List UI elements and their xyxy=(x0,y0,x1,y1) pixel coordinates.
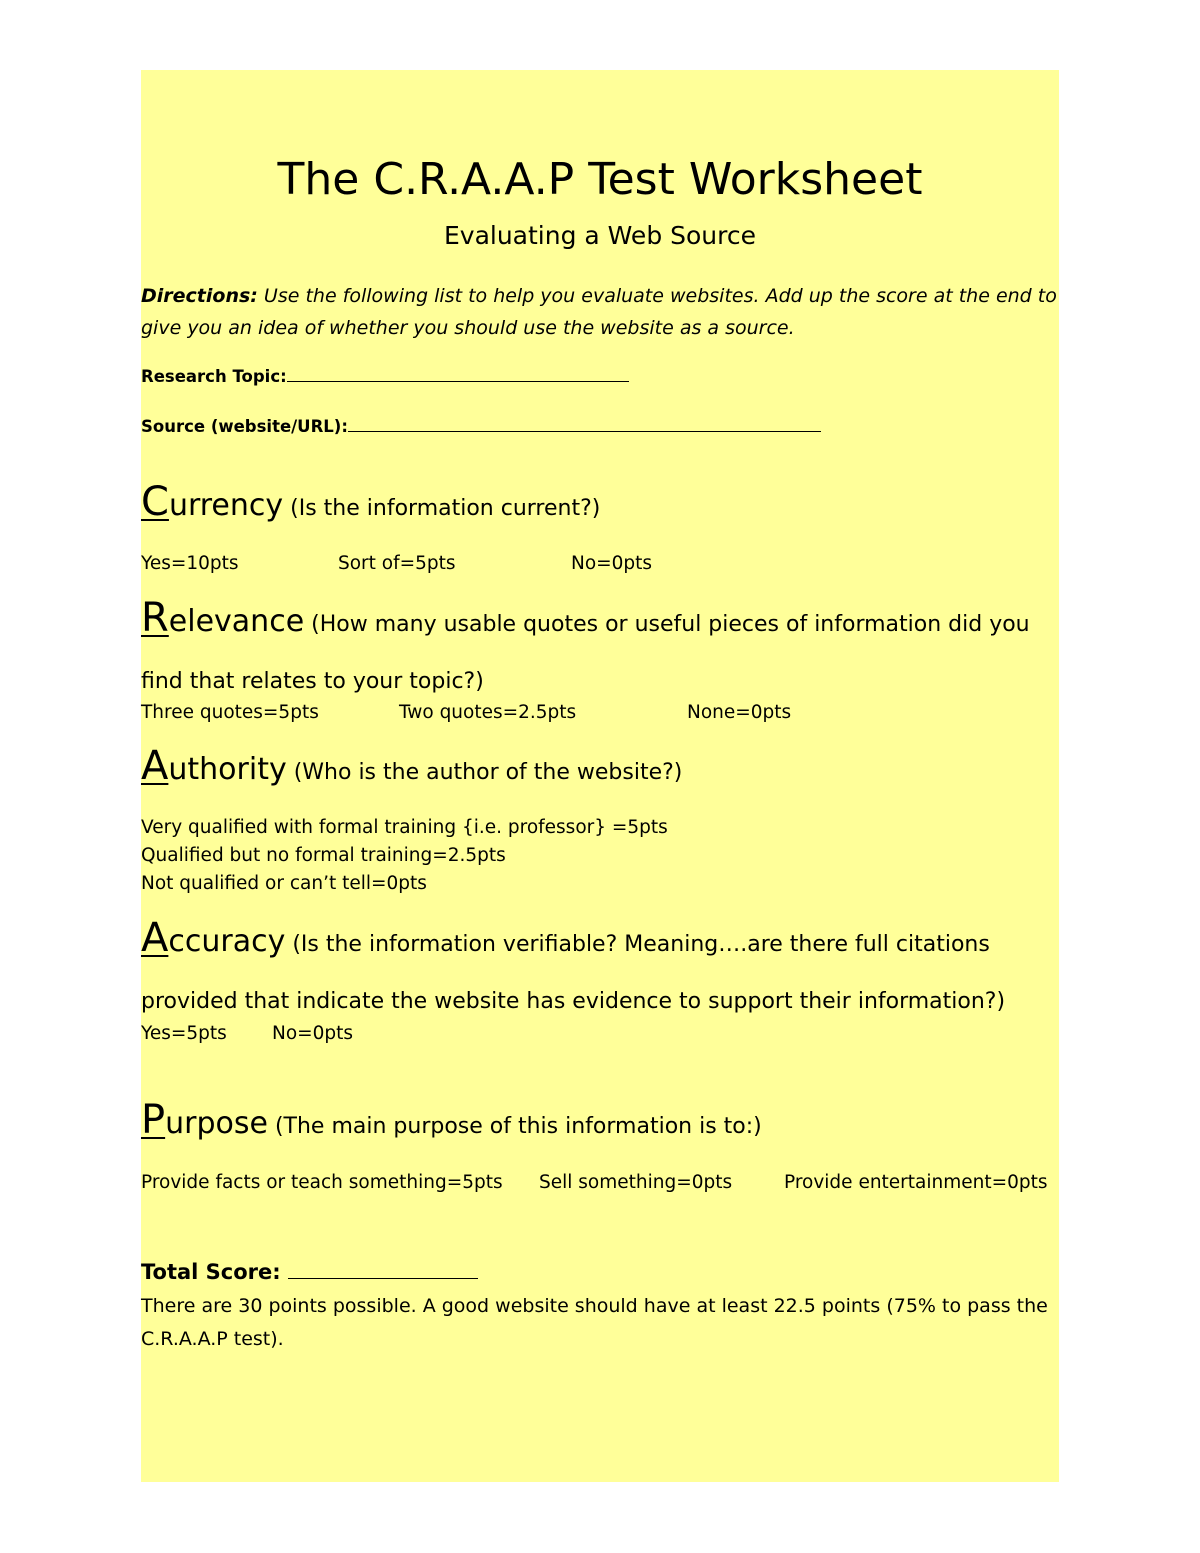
page-title: The C.R.A.A.P Test Worksheet xyxy=(277,154,923,205)
authority-option: Very qualified with formal training {i.e. professor} =5pts xyxy=(141,817,668,838)
purpose-option: Provide entertainment=0pts xyxy=(784,1172,1048,1193)
page-subtitle: Evaluating a Web Source xyxy=(443,221,756,250)
authority-letter: A xyxy=(141,743,169,789)
purpose-word: urpose xyxy=(165,1106,268,1141)
directions-text: Use the following list to help you evaluate websites. Add up the score at the end to give you an idea of whether you should use the website as a source. xyxy=(141,285,1057,339)
accuracy-letter: A xyxy=(141,915,169,961)
purpose-letter: P xyxy=(141,1097,166,1143)
directions xyxy=(141,280,1059,344)
currency-heading xyxy=(141,479,601,529)
accuracy-word: ccuracy xyxy=(168,924,286,959)
total-score-field xyxy=(141,1259,478,1285)
source-field xyxy=(141,416,821,438)
relevance-word: elevance xyxy=(168,604,305,639)
currency-option: Sort of=5pts xyxy=(338,553,456,574)
total-score-blank[interactable] xyxy=(288,1262,478,1279)
authority-heading xyxy=(141,743,683,793)
relevance-option: Two quotes=2.5pts xyxy=(399,702,577,723)
authority-word: uthority xyxy=(168,752,287,787)
relevance-question: (How many usable quotes or useful pieces of information did you xyxy=(304,612,1030,637)
purpose-option: Provide facts or teach something=5pts xyxy=(141,1172,503,1193)
currency-question: (Is the information current?) xyxy=(283,496,601,521)
currency-option: Yes=10pts xyxy=(141,553,239,574)
accuracy-question-cont: provided that indicate the website has evidence to support their information?) xyxy=(141,989,1006,1014)
research-topic-blank[interactable] xyxy=(287,367,629,382)
accuracy-question: (Is the information verifiable? Meaning….are there full citations xyxy=(285,932,990,957)
currency-word: urrency xyxy=(168,488,284,523)
relevance-heading xyxy=(141,595,1030,645)
research-topic-label: Research Topic: xyxy=(141,367,287,386)
total-score-label: Total Score: xyxy=(141,1260,281,1284)
research-topic-field xyxy=(141,366,629,388)
authority-option: Qualified but no formal training=2.5pts xyxy=(141,845,506,866)
source-label: Source (website/URL): xyxy=(141,417,348,436)
currency-option: No=0pts xyxy=(571,553,653,574)
source-blank[interactable] xyxy=(348,417,821,432)
total-score-note: There are 30 points possible. A good website should have at least 22.5 points (75% to pass the C.R.A.A.P test). xyxy=(141,1295,1048,1350)
relevance-letter: R xyxy=(141,595,169,641)
purpose-heading xyxy=(141,1097,762,1147)
directions-label: Directions: xyxy=(141,285,258,307)
relevance-option: None=0pts xyxy=(687,702,792,723)
accuracy-option: No=0pts xyxy=(272,1023,354,1044)
currency-letter: C xyxy=(141,479,169,525)
accuracy-option: Yes=5pts xyxy=(141,1023,227,1044)
authority-option: Not qualified or can’t tell=0pts xyxy=(141,873,427,894)
authority-question: (Who is the author of the website?) xyxy=(286,760,683,785)
purpose-question: (The main purpose of this information is to:) xyxy=(267,1114,762,1139)
worksheet-page xyxy=(141,70,1059,1482)
relevance-option: Three quotes=5pts xyxy=(141,702,319,723)
accuracy-heading xyxy=(141,915,990,965)
relevance-question-cont: find that relates to your topic?) xyxy=(141,669,484,694)
purpose-option: Sell something=0pts xyxy=(539,1172,733,1193)
